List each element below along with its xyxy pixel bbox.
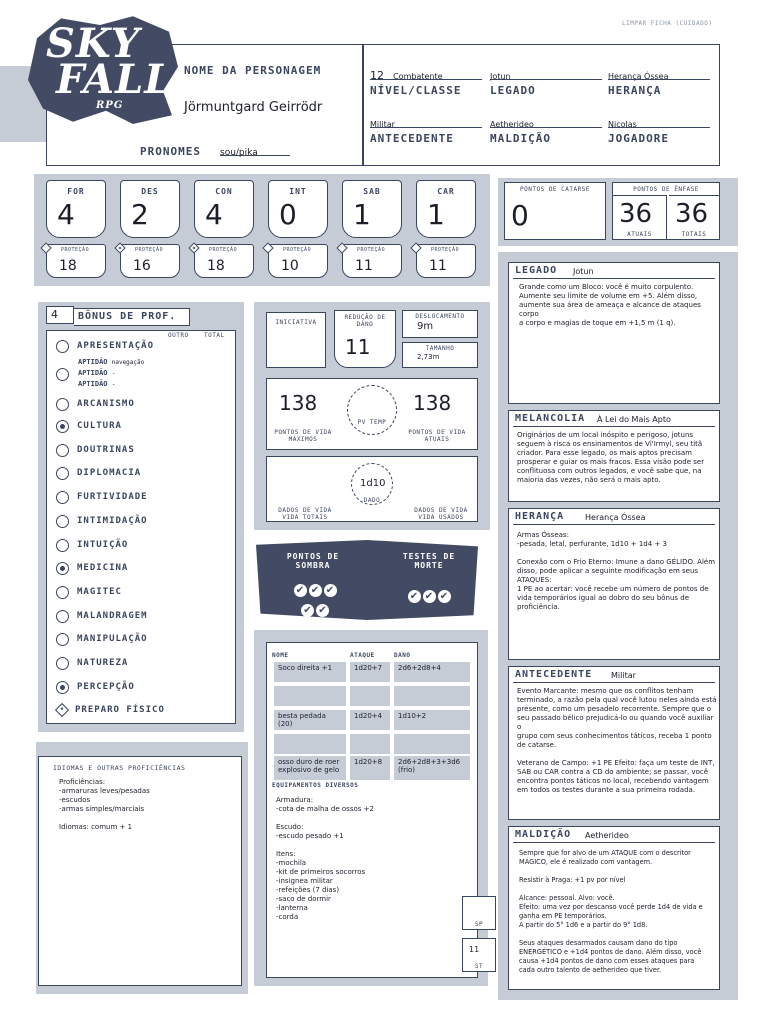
aptitude-proficiency-icon[interactable] [56, 368, 69, 381]
skill-name: ARCANISMO [77, 399, 135, 409]
hp-box [266, 378, 478, 450]
skill-row[interactable] [56, 418, 122, 434]
skill-row[interactable] [56, 631, 148, 647]
class-value: Combatente [393, 72, 443, 81]
hp-current-value[interactable]: 138 [413, 391, 452, 415]
attribute-name: CON [215, 187, 233, 196]
damage-reduction-label: REDUÇÃO DE DANO [344, 314, 386, 328]
shadow-check-icon[interactable]: ✔ [324, 584, 337, 597]
melancholy-box[interactable] [508, 410, 720, 502]
initiative-box[interactable] [266, 312, 326, 368]
attack-cell-damage[interactable] [394, 734, 470, 754]
level-value: 12 [370, 69, 384, 82]
level-class-label: NÍVEL/CLASSE [370, 84, 462, 97]
death-check-icon[interactable]: ✔ [408, 590, 421, 603]
skill-name: APRESENTAÇÃO [77, 341, 155, 351]
col-name-label: NOME [272, 652, 289, 659]
skill-proficiency-icon[interactable] [56, 562, 69, 575]
pronouns-label: PRONOMES [140, 145, 201, 158]
shadow-check-icon[interactable]: ✔ [316, 604, 329, 617]
skill-name: MEDICINA [77, 563, 129, 573]
attack-cell-name[interactable]: Soco direita +1 [274, 662, 346, 682]
prof-label-box [74, 308, 190, 326]
attribute-box-car[interactable] [416, 180, 476, 238]
shadow-check-icon[interactable]: ✔ [301, 604, 314, 617]
legacy-box-text: Grande como um Bloco: você é muito corpulento. Aumente seu limite de volume em +5. Além disso, aumente sua área de ameaça e alcance de ataques corpo a corpo e magias de toque em +1,5 m (1 q). [519, 283, 701, 327]
protection-box-for[interactable] [46, 244, 106, 278]
player-value: Nicolas [608, 120, 637, 129]
emphasis-total-value: 36 [675, 199, 709, 229]
skill-row[interactable] [56, 702, 165, 718]
protection-box-sab[interactable] [342, 244, 402, 278]
hp-temp-label: PV TEMP [357, 419, 387, 426]
attribute-name: INT [289, 187, 307, 196]
emphasis-total-box[interactable] [669, 195, 719, 239]
initiative-label: INICIATIVA [275, 319, 317, 326]
hit-dice-value: 1d10 [360, 478, 386, 489]
protection-label: PROTEÇÃO [283, 247, 312, 253]
size-label: TAMANHO [425, 345, 455, 352]
attribute-box-des[interactable] [120, 180, 180, 238]
background-box-subtitle: Militar [611, 671, 636, 680]
pronouns-field[interactable] [220, 140, 290, 156]
death-check-icon[interactable]: ✔ [438, 590, 451, 603]
attribute-value: 2 [131, 198, 149, 231]
curse-box-title: MALDIÇÃO [515, 829, 572, 840]
skill-diamond-icon[interactable] [55, 703, 69, 717]
legacy-box-rule [513, 278, 715, 279]
pronouns-value: sou/pika [220, 148, 258, 158]
prof-label: BÔNUS DE PROF. [78, 311, 177, 322]
attribute-value: 1 [353, 198, 371, 231]
background-field[interactable] [370, 112, 482, 128]
skill-proficiency-icon[interactable] [56, 444, 69, 457]
skill-row[interactable] [56, 560, 128, 576]
heritage-box-title: HERANÇA [515, 511, 565, 522]
aptitude-label: APTIDÃO [78, 369, 108, 377]
protection-box-int[interactable] [268, 244, 328, 278]
emphasis-box [612, 182, 720, 240]
protection-value: 16 [133, 258, 151, 274]
skill-name: FURTIVIDADE [77, 492, 148, 502]
prof-value-box[interactable] [46, 306, 74, 324]
death-label: TESTES DE MORTE [402, 552, 456, 570]
attack-cell-damage[interactable]: 2d6+2d8+3+3d6 (frio) [394, 756, 470, 780]
protection-box-car[interactable] [416, 244, 476, 278]
hit-dice-label: DADO [363, 497, 381, 504]
skill-row[interactable] [56, 655, 128, 671]
attribute-value: 4 [205, 198, 223, 231]
hp-max-label: PONTOS DE VIDA MÁXIMOS [274, 429, 332, 443]
damage-reduction-value: 11 [345, 335, 371, 359]
col-damage-label: DANO [394, 652, 411, 659]
movement-value: 9m [417, 321, 434, 332]
attribute-box-for[interactable] [46, 180, 106, 238]
emphasis-total-label: TOTAIS [681, 231, 707, 238]
attribute-box-con[interactable] [194, 180, 254, 238]
equipment-text[interactable]: Armadura: -cota de malha de ossos +2 Escudo: -escudo pesado +1 Itens: -mochila -kit de primeiros socorros -insignea militar -refeições (7 dias) -saco de dormir -lanterna -corda [276, 796, 374, 921]
protection-label: PROTEÇÃO [357, 247, 386, 253]
attribute-name: CAR [437, 187, 455, 196]
curse-box-rule [513, 842, 715, 843]
skill-name: DIPLOMACIA [77, 468, 142, 478]
logo-fall: FALL [56, 56, 174, 103]
protection-value: 10 [281, 258, 299, 274]
shadow-check-icon[interactable]: ✔ [294, 584, 307, 597]
curse-box-subtitle: Aetherideo [585, 831, 629, 840]
heritage-box[interactable] [508, 508, 720, 660]
skill-proficiency-icon[interactable] [56, 467, 69, 480]
skill-row[interactable] [56, 513, 148, 529]
languages-title: IDIOMAS E OUTRAS PROFICIÊNCIAS [53, 764, 186, 772]
player-label: JOGADORE [608, 132, 669, 145]
heritage-field[interactable] [608, 64, 710, 80]
legacy-box-title: LEGADO [515, 265, 558, 276]
aptitude-label: APTIDÃO [78, 358, 108, 366]
heritage-box-text: Armas Ósseas: -pesada, letal, perfurante, 1d10 + 1d4 + 3 Conexão com o Frio Eterno: Imune a dano GÉLIDO. Além disso, pode aplicar a seguinte modificação em seus ATAQUES: 1 PE ao acertar: você recebe um número de pontos de vida temporários igual ao dobro do seu bônus de proficiência. [517, 531, 716, 611]
shadow-check-icon[interactable]: ✔ [309, 584, 322, 597]
movement-box[interactable] [402, 310, 478, 338]
skill-row[interactable] [56, 679, 135, 695]
skill-row[interactable] [56, 442, 135, 458]
attack-cell-attack[interactable]: 1d20+8 [350, 756, 390, 780]
protection-label: PROTEÇÃO [61, 247, 90, 253]
skill-name: NATUREZA [77, 658, 129, 668]
languages-text: Proficiências: -armaruras leves/pesadas -escudos -armas simples/marciais Idiomas: comum + 1 [59, 778, 150, 831]
hd-total-label: DADOS DE VIDA VIDA TOTAIS [278, 507, 332, 521]
aptitude-label: APTIDÃO [78, 380, 108, 388]
aptitude-value: - [111, 370, 116, 377]
movement-label: DESLOCAMENTO [415, 313, 465, 320]
attribute-box-int[interactable] [268, 180, 328, 238]
attribute-value: 4 [57, 198, 75, 231]
shadow-checks [280, 578, 350, 618]
protection-value: 11 [429, 258, 447, 274]
skill-proficiency-icon[interactable] [56, 586, 69, 599]
skill-proficiency-icon[interactable] [56, 491, 69, 504]
background-box-title: ANTECEDENTE [515, 669, 593, 680]
curse-label: MALDIÇÃO [490, 132, 551, 145]
attack-cell-name[interactable] [274, 686, 346, 706]
protection-value: 18 [59, 258, 77, 274]
shadow-label: PONTOS DE SOMBRA [286, 552, 340, 570]
catarse-box[interactable] [504, 182, 606, 240]
skill-name: PERCEPÇÃO [77, 682, 135, 692]
melancholy-box-text: Originários de um local inóspito e perigoso, jotuns seguem à risca os ensinamentos de Vi'Irmyl, seu titã criador. Para esse legado, os mais aptos precisam prosperar e guiar os mais fracos. Essa visão pode ser conflituosa com outros legados, e você sabe que, na maioria das vezes, não será o mais apto. [517, 431, 705, 484]
protection-label: PROTEÇÃO [209, 247, 238, 253]
attribute-value: 0 [279, 198, 297, 231]
skill-name: INTIMIDAÇÃO [77, 516, 148, 526]
legacy-label: LEGADO [490, 84, 536, 97]
skill-proficiency-icon[interactable] [56, 610, 69, 623]
curse-value: Aetherideo [490, 120, 534, 129]
logo-sky: SKY [46, 20, 141, 67]
protection-box-con[interactable] [194, 244, 254, 278]
name-value[interactable]: Jörmuntgard Geirrödr [184, 100, 323, 115]
attribute-value: 1 [427, 198, 445, 231]
melancholy-box-subtitle: À Lei do Mais Apto [597, 415, 671, 424]
catarse-value: 0 [511, 199, 529, 232]
skill-proficiency-icon[interactable] [56, 340, 69, 353]
player-field[interactable] [608, 112, 710, 128]
hp-temp-circle[interactable] [347, 385, 397, 435]
st-label: ST [474, 963, 484, 970]
protection-value: 18 [207, 258, 225, 274]
curse-box-text: Sempre que for alvo de um ATAQUE com o descritor MÁGICO, ele é realizado com vantagem. Resistir à Praga: +1 pv por nível Alcance: pessoal. Alvo: você. Efeito: uma vez por descanso você perde 1d4 de vida e ganha em PE temporários. A partir do 5° 1d6 e a partir do 9° 1d8. Seus ataques desarmados causam dano do tipo ENERGÉTICO e +1d4 pontos de dano. Além disso, você causa +1d4 pontos de dano com esses ataques para cada outro talento de aetherideo que tiver. [519, 849, 703, 974]
hit-dice-box [266, 456, 478, 522]
melancholy-box-title: MELANCOLIA [515, 413, 586, 424]
background-box[interactable] [508, 666, 720, 820]
col-other-label: OUTRO [168, 332, 189, 339]
background-label: ANTECEDENTE [370, 132, 454, 145]
attribute-name: FOR [67, 187, 85, 196]
attack-cell-attack[interactable] [350, 686, 390, 706]
hp-max-value[interactable]: 138 [279, 391, 318, 415]
heritage-value: Herança Óssea [608, 72, 669, 81]
aptitude-row[interactable] [78, 358, 144, 366]
skill-proficiency-icon[interactable] [56, 657, 69, 670]
sp-label: SP [474, 921, 484, 928]
legacy-box[interactable] [508, 262, 720, 404]
skill-name: MANIPULAÇÃO [77, 634, 148, 644]
skill-name: PREPARO FÍSICO [75, 705, 165, 715]
attack-cell-name[interactable] [274, 734, 346, 754]
protection-value: 11 [355, 258, 373, 274]
size-box[interactable] [402, 342, 478, 368]
protection-box-des[interactable] [120, 244, 180, 278]
attack-cell-damage[interactable]: 1d10+2 [394, 710, 470, 730]
emphasis-current-box[interactable] [613, 195, 667, 239]
col-attack-label: ATAQUE [350, 652, 375, 659]
attribute-name: DES [141, 187, 159, 196]
skill-name: CULTURA [77, 421, 122, 431]
attack-cell-name[interactable]: osso duro de roer explosivo de gelo [274, 756, 346, 780]
languages-box[interactable] [38, 756, 242, 986]
legacy-value: Jotun [490, 72, 511, 81]
skill-row[interactable] [56, 465, 141, 481]
clear-sheet-link[interactable]: LIMPAR FICHA (CUIDADO) [622, 20, 713, 27]
sp-box[interactable] [462, 896, 496, 930]
background-box-rule [513, 682, 715, 683]
protection-label: PROTEÇÃO [135, 247, 164, 253]
protection-label: PROTEÇÃO [431, 247, 460, 253]
death-check-icon[interactable]: ✔ [423, 590, 436, 603]
attribute-name: SAB [363, 187, 381, 196]
legacy-field[interactable] [490, 64, 602, 80]
skill-proficiency-icon[interactable] [56, 420, 69, 433]
header-divider [362, 44, 364, 166]
equipment-title: EQUIPAMENTOS DIVERSOS [272, 782, 359, 789]
name-label: NOME DA PERSONAGEM [184, 64, 322, 77]
skill-row[interactable] [56, 537, 128, 553]
attack-cell-attack[interactable] [350, 734, 390, 754]
aptitude-row[interactable] [78, 369, 115, 377]
curse-box[interactable] [508, 826, 720, 990]
attack-cell-damage[interactable] [394, 686, 470, 706]
skill-proficiency-icon[interactable] [56, 539, 69, 552]
attack-cell-damage[interactable]: 2d6+2d8+4 [394, 662, 470, 682]
heritage-box-subtitle: Herança Óssea [585, 513, 646, 522]
heritage-label: HERANÇA [608, 84, 662, 97]
heritage-box-rule [513, 524, 715, 525]
skill-name: MAGITEC [77, 587, 122, 597]
skill-proficiency-icon[interactable] [56, 398, 69, 411]
background-value: Militar [370, 120, 395, 129]
skill-name: MALANDRAGEM [77, 611, 148, 621]
skill-row[interactable] [56, 608, 148, 624]
hp-current-label: PONTOS DE VIDA ATUAIS [408, 429, 466, 443]
attack-cell-attack[interactable]: 1d20+7 [350, 662, 390, 682]
skill-row[interactable] [56, 584, 122, 600]
background-box-text: Evento Marcante: mesmo que os conflitos tenham terminado, a razão pela qual você lutou neles ainda está presente, como um pesadelo recorrente. Sempre que o seu passado bélico prejudicá-lo ou quando você auxiliar o grupo com seus conhecimentos táticos, receba 1 ponto de catarse. Veterano de Campo: +1 PE Efeito: faça um teste de INT, SAB ou CAR contra a CD do ambiente; se passar, você encontra pontos táticos no local, recebendo vantagem em todos os testes durante a sua primeira rodada. [517, 687, 717, 794]
emphasis-label: PONTOS DE ÊNFASE [633, 186, 699, 193]
damage-reduction-box[interactable] [334, 310, 396, 368]
death-checks [394, 584, 464, 604]
st-value: 11 [469, 945, 480, 954]
skill-row[interactable] [56, 396, 135, 412]
attack-cell-name[interactable]: besta pedada (20) [274, 710, 346, 730]
prof-value: 4 [51, 308, 58, 321]
skill-proficiency-icon[interactable] [56, 633, 69, 646]
attribute-box-sab[interactable] [342, 180, 402, 238]
skill-name: DOUTRINAS [77, 445, 135, 455]
aptitude-value: - [111, 381, 116, 388]
emphasis-current-label: ATUAIS [627, 231, 652, 238]
curse-field[interactable] [490, 112, 602, 128]
emphasis-current-value: 36 [619, 199, 653, 229]
aptitude-row[interactable] [78, 380, 115, 388]
st-box[interactable] [462, 938, 496, 972]
skill-row[interactable] [56, 489, 148, 505]
col-total-label: TOTAL [204, 332, 225, 339]
skill-name: INTUIÇÃO [77, 540, 129, 550]
hd-used-label: DADOS DE VIDA VIDA USADOS [414, 507, 468, 521]
catarse-label: PONTOS DE CATARSE [520, 186, 590, 193]
melancholy-box-rule [513, 426, 715, 427]
skill-proficiency-icon[interactable] [56, 681, 69, 694]
attack-cell-attack[interactable]: 1d20+4 [350, 710, 390, 730]
size-value: 2,73m [417, 353, 440, 361]
aptitude-value: navegação [111, 359, 145, 366]
skill-proficiency-icon[interactable] [56, 515, 69, 528]
logo-rpg: RPG [96, 100, 124, 111]
skill-row[interactable] [56, 338, 154, 354]
level-class-field[interactable] [370, 64, 482, 80]
legacy-box-subtitle: Jotun [573, 267, 594, 276]
